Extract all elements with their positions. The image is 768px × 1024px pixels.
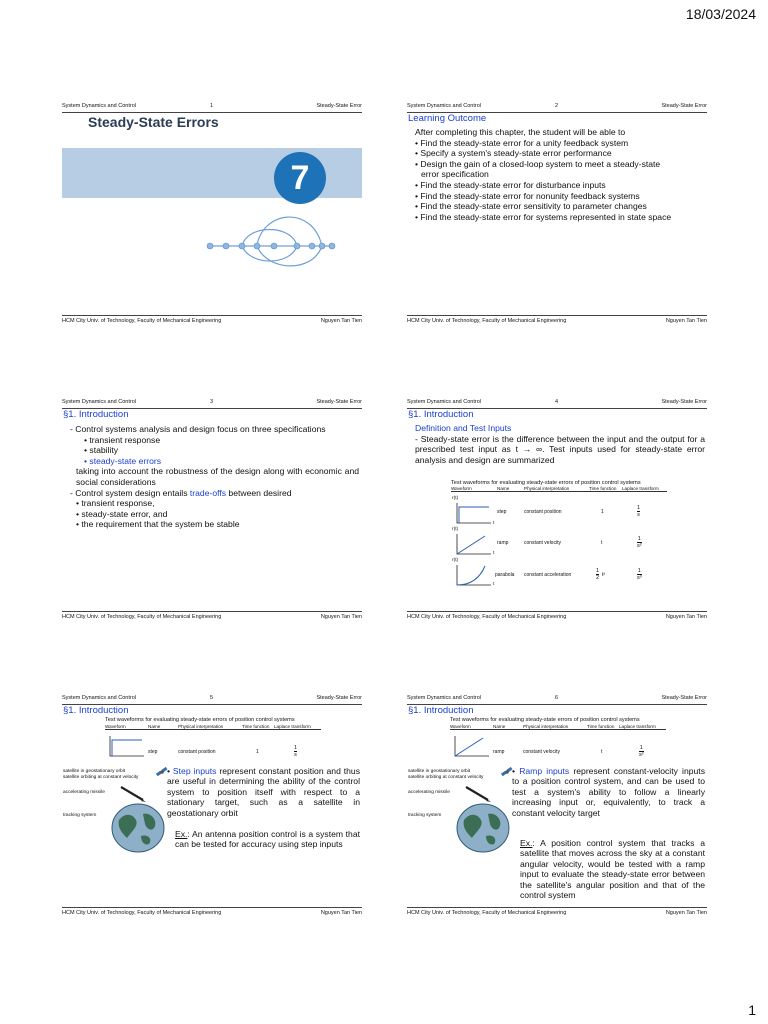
axis-label-t: t <box>493 521 495 526</box>
row-interpretation: constant position <box>178 749 216 755</box>
earth-icon <box>109 802 167 854</box>
col-header-waveform: Waveform <box>451 486 472 491</box>
footer-author: Nguyen Tan Tien <box>320 318 362 323</box>
col-header-laplace: Laplace transform <box>274 724 311 729</box>
slide-subtitle: Definition and Test Inputs <box>415 423 512 433</box>
example-description: : A position control system that tracks a satellite that moves across the sky at a constant angular velocity, would be tested with a ramp input to evaluate the steady-state error between the satellite's angular position and that of the control system <box>520 838 705 901</box>
example-text <box>175 829 360 850</box>
laplace-denominator: s² <box>639 752 644 758</box>
spec-intro: - Control systems analysis and design focus on three specifications <box>70 424 326 434</box>
tradeoff-highlight: trade-offs <box>189 487 227 498</box>
learning-outcomes <box>407 127 707 222</box>
header-course: System Dynamics and Control <box>62 103 136 109</box>
label-missile: accelerating missile <box>63 790 105 795</box>
row-interpretation: constant velocity <box>524 540 561 546</box>
ramp-waveform-icon <box>453 734 491 758</box>
slide-4 <box>407 394 707 619</box>
slide-number: 1 <box>210 103 214 109</box>
col-header-time-function: Time function <box>589 486 617 491</box>
robustness-text: taking into account the robustness of the design along with economic and social considerations <box>76 466 359 487</box>
header-course: System Dynamics and Control <box>407 103 481 109</box>
label-orbiting: satellite orbiting at constant velocity <box>408 775 484 780</box>
bullet-mark: • <box>512 766 520 776</box>
footer-author: Nguyen Tan Tien <box>665 614 707 619</box>
header-topic: Steady-State Error <box>316 399 362 405</box>
col-header-waveform: Waveform <box>105 724 126 729</box>
table-rule <box>450 729 666 730</box>
spec-item: • transient response <box>84 434 161 445</box>
laplace-numerator: 1 <box>637 505 641 511</box>
slide-footer <box>62 611 362 619</box>
footer-author: Nguyen Tan Tien <box>665 910 707 915</box>
col-header-name: Name <box>493 724 506 729</box>
laplace-denominator: s <box>294 752 297 758</box>
outcome-item: • Find the steady-state error for nonunity feedback systems <box>415 190 640 201</box>
slide-3 <box>62 394 362 619</box>
footer-university: HCM City Univ. of Technology, Faculty of Mechanical Engineering <box>407 614 567 619</box>
col-header-interpretation: Physical interpretation <box>178 724 224 729</box>
bullet-mark: • <box>167 766 173 776</box>
tradeoff-text: - Control system design entails <box>70 487 190 498</box>
laplace-numerator: 1 <box>294 745 298 751</box>
outcome-item: • Specify a system's steady-state error performance <box>415 148 612 159</box>
spec-item-highlight: • steady-state errors <box>84 455 162 466</box>
ramp-input-description: represent constant-velocity inputs to a position control system, and can be used to test a system's ability to follow a linearly increasing input or, equivalently, to track a constant velocity target <box>512 766 705 818</box>
intro-text: After completing this chapter, the student will be able to <box>415 127 626 137</box>
row-name: parabola <box>495 572 515 578</box>
row-name: ramp <box>497 540 509 546</box>
slide-6 <box>407 690 707 915</box>
footer-university: HCM City Univ. of Technology, Faculty of Mechanical Engineering <box>62 318 222 323</box>
slide-footer <box>62 315 362 323</box>
page-number: 1 <box>748 1002 756 1018</box>
table-rule <box>105 729 321 730</box>
missile-icon <box>464 783 492 803</box>
row-time-function: t <box>601 540 603 546</box>
slide-title: §1. Introduction <box>408 409 474 420</box>
slide-number: 4 <box>555 399 559 405</box>
step-inputs-highlight: Step inputs <box>172 766 217 776</box>
signal-flow-graph-icon <box>202 206 342 271</box>
slide-title: §1. Introduction <box>63 409 129 420</box>
row-time-function: 1 <box>601 509 604 515</box>
header-topic: Steady-State Error <box>661 695 707 701</box>
table-caption: Test waveforms for evaluating steady-state errors of position control systems <box>451 480 641 486</box>
header-course: System Dynamics and Control <box>407 399 481 405</box>
laplace-numerator: 1 <box>637 536 641 542</box>
definition-body <box>407 423 707 465</box>
footer-university: HCM City Univ. of Technology, Faculty of Mechanical Engineering <box>407 910 567 915</box>
col-header-name: Name <box>497 486 510 491</box>
slide-title: §1. Introduction <box>63 705 129 716</box>
requirement-item: • transient response, <box>76 498 155 509</box>
label-orbiting: satellite orbiting at constant velocity <box>63 775 139 780</box>
row-time-function <box>596 568 599 581</box>
row-laplace <box>637 568 642 581</box>
header-topic: Steady-State Error <box>316 695 362 701</box>
time-denominator: 2 <box>596 575 600 581</box>
example-label: Ex. <box>175 829 188 839</box>
footer-university: HCM City Univ. of Technology, Faculty of Mechanical Engineering <box>62 614 222 619</box>
parabola-waveform-icon <box>455 563 493 587</box>
outcome-item: • Find the steady-state error for disturbance inputs <box>415 179 606 190</box>
row-name: step <box>148 749 158 755</box>
axis-label-r: r(t) <box>452 527 459 532</box>
slide-header <box>407 398 707 409</box>
row-time-function: 1 <box>256 749 259 755</box>
example-label: Ex. <box>520 838 533 848</box>
slide-header <box>407 694 707 705</box>
label-geostationary: satellite in geostationary orbit <box>408 769 471 774</box>
slide-header <box>62 102 362 113</box>
header-topic: Steady-State Error <box>316 103 362 109</box>
outcome-item: • Find the steady-state error for a unity feedback system <box>415 137 629 148</box>
axis-label-r: r(t) <box>452 496 459 501</box>
row-name: ramp <box>493 749 505 755</box>
laplace-numerator: 1 <box>639 745 643 751</box>
tradeoff-text: between desired <box>226 487 292 498</box>
slide-1 <box>62 98 362 323</box>
example-text <box>520 838 705 900</box>
slide-header <box>407 102 707 113</box>
laplace-denominator: s³ <box>637 575 642 581</box>
slide-header <box>62 398 362 409</box>
step-waveform-icon <box>455 501 493 525</box>
time-term: t² <box>602 572 606 578</box>
header-topic: Steady-State Error <box>661 399 707 405</box>
slide-number: 5 <box>210 695 214 701</box>
slide-footer <box>62 907 362 915</box>
slide-header <box>62 694 362 705</box>
col-header-laplace: Laplace transform <box>622 486 659 491</box>
axis-label-r: r(t) <box>452 558 459 563</box>
earth-icon <box>454 802 512 854</box>
laplace-denominator: s <box>637 512 640 518</box>
header-topic: Steady-State Error <box>661 103 707 109</box>
slide-footer <box>407 315 707 323</box>
spec-item: • stability <box>84 445 119 456</box>
table-rule <box>451 491 667 492</box>
col-header-interpretation: Physical interpretation <box>524 486 570 491</box>
tradeoff-line <box>62 488 362 499</box>
row-laplace <box>639 745 644 758</box>
table-caption: Test waveforms for evaluating steady-state errors of position control systems <box>105 717 295 723</box>
step-waveform-icon <box>108 734 146 758</box>
label-geostationary: satellite in geostationary orbit <box>63 769 126 774</box>
slide-2 <box>407 98 707 323</box>
chapter-title: Steady-State Errors <box>88 114 219 130</box>
example-description: : An antenna position control is a system that can be tested for accuracy using step inputs <box>175 829 360 850</box>
outcome-item: • Find the steady-state error for systems represented in state space <box>415 211 672 222</box>
col-header-laplace: Laplace transform <box>619 724 656 729</box>
slide-number: 3 <box>210 399 214 405</box>
footer-author: Nguyen Tan Tien <box>320 910 362 915</box>
slide-title: Learning Outcome <box>408 113 487 124</box>
intro-body <box>62 424 362 530</box>
chapter-badge: 7 <box>274 152 326 204</box>
outcome-item: • Find the steady-state error sensitivity to parameter changes <box>415 201 647 212</box>
row-laplace <box>637 536 642 549</box>
row-laplace <box>637 505 640 518</box>
slide-footer <box>407 611 707 619</box>
row-interpretation: constant velocity <box>523 749 560 755</box>
col-header-time-function: Time function <box>242 724 270 729</box>
slide-number: 6 <box>555 695 559 701</box>
requirement-item: • steady-state error, and <box>76 508 168 519</box>
step-input-description: represent constant position and thus are useful in determining the ability of the control system to position itself with respect to a stationary target, such as a satellite in geostationary orbit <box>167 766 360 818</box>
outcome-item-cont: error specification <box>421 169 489 180</box>
ramp-waveform-icon <box>455 532 493 556</box>
slide-footer <box>407 907 707 915</box>
row-interpretation: constant acceleration <box>524 572 572 578</box>
col-header-waveform: Waveform <box>450 724 471 729</box>
definition-text: - Steady-state error is the difference between the input and the output for a prescribed test input as t → ∞. Test inputs used for steady-state error analysis and design are summarized <box>415 433 705 465</box>
footer-university: HCM City Univ. of Technology, Faculty of Mechanical Engineering <box>62 910 222 915</box>
label-tracking: tracking system <box>408 813 442 818</box>
requirement-item: • the requirement that the system be stable <box>76 519 240 530</box>
row-laplace <box>294 745 297 758</box>
slide-title: §1. Introduction <box>408 705 474 716</box>
footer-author: Nguyen Tan Tien <box>665 318 707 323</box>
laplace-denominator: s² <box>637 543 642 549</box>
slide-5 <box>62 690 362 915</box>
header-course: System Dynamics and Control <box>62 399 136 405</box>
time-numerator: 1 <box>596 568 600 574</box>
slide-number: 2 <box>555 103 559 109</box>
label-missile: accelerating missile <box>408 790 450 795</box>
footer-author: Nguyen Tan Tien <box>320 614 362 619</box>
print-date: 18/03/2024 <box>685 6 756 22</box>
ramp-inputs-highlight: Ramp inputs <box>519 766 570 776</box>
outcome-item: • Design the gain of a closed-loop system to meet a steady-state <box>415 158 661 169</box>
row-time-function: t <box>601 749 603 755</box>
footer-university: HCM City Univ. of Technology, Faculty of Mechanical Engineering <box>407 318 567 323</box>
label-tracking: tracking system <box>63 813 97 818</box>
col-header-name: Name <box>148 724 161 729</box>
axis-label-t: t <box>493 582 495 587</box>
col-header-interpretation: Physical interpretation <box>523 724 569 729</box>
ramp-input-text <box>512 766 705 818</box>
col-header-time-function: Time function <box>587 724 615 729</box>
table-caption: Test waveforms for evaluating steady-state errors of position control systems <box>450 717 640 723</box>
step-input-text <box>167 766 360 818</box>
header-course: System Dynamics and Control <box>62 695 136 701</box>
laplace-numerator: 1 <box>637 568 641 574</box>
axis-label-t: t <box>493 551 495 556</box>
header-course: System Dynamics and Control <box>407 695 481 701</box>
row-interpretation: constant position <box>524 509 562 515</box>
missile-icon <box>119 783 147 803</box>
row-name: step <box>497 509 507 515</box>
